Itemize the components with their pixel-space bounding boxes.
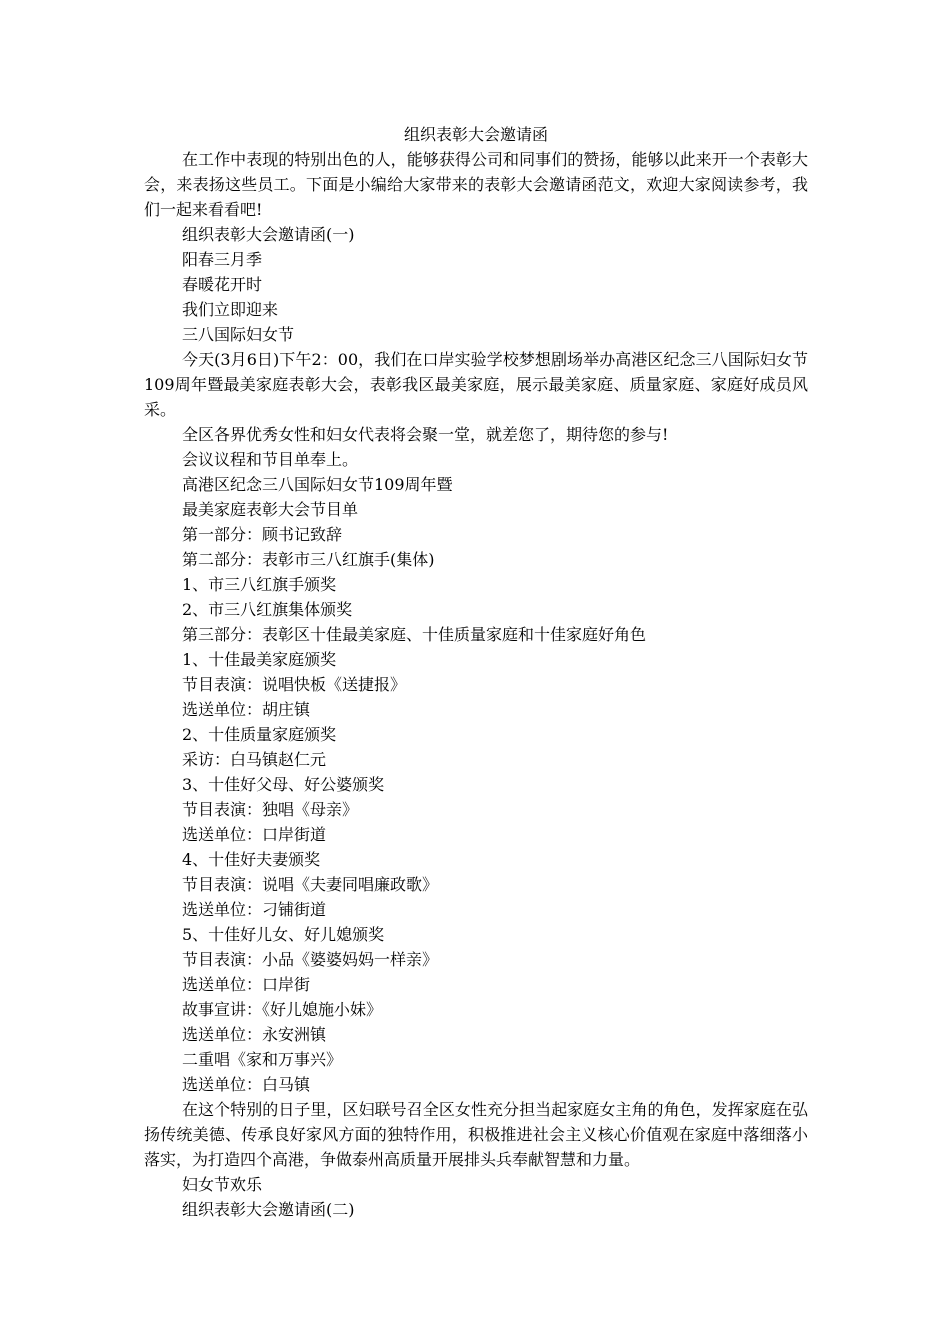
program-item: 选送单位：口岸街 — [182, 975, 311, 994]
program-item: 第一部分：顾书记致辞 — [182, 525, 343, 544]
program-item: 选送单位：永安洲镇 — [182, 1025, 327, 1044]
program-item: 选送单位：刁铺街道 — [182, 900, 327, 919]
poem-line: 三八国际妇女节 — [182, 325, 295, 344]
agenda-intro: 会议议程和节目单奉上。 — [182, 450, 359, 469]
program-item: 5、十佳好儿女、好儿媳颁奖 — [182, 925, 385, 944]
document-body — [144, 122, 808, 1222]
program-item: 选送单位：白马镇 — [182, 1075, 311, 1094]
closing-paragraph: 在这个特别的日子里，区妇联号召全区女性充分担当起家庭女主角的角色，发挥家庭在弘扬传统美德、传承良好家风方面的独特作用，积极推进社会主义核心价值观在家庭中落细落小落实，为打造四个高港，争做泰州高质量开展排头兵奉献智慧和力量。 — [144, 1100, 808, 1169]
section-heading-1: 组织表彰大会邀请函(一) — [182, 225, 355, 244]
section-heading-2: 组织表彰大会邀请函(二) — [182, 1200, 355, 1219]
program-item: 4、十佳好夫妻颁奖 — [182, 850, 321, 869]
program-item: 二重唱《家和万事兴》 — [182, 1050, 343, 1069]
poem-line: 我们立即迎来 — [182, 300, 279, 319]
poem-line: 春暖花开时 — [182, 275, 263, 294]
document-title: 组织表彰大会邀请函 — [403, 125, 548, 144]
program-item: 节目表演：说唱快板《送捷报》 — [182, 675, 407, 694]
program-item: 选送单位：胡庄镇 — [182, 700, 311, 719]
program-title-line: 最美家庭表彰大会节目单 — [182, 500, 359, 519]
poem-line: 阳春三月季 — [182, 250, 263, 269]
intro-paragraph: 在工作中表现的特别出色的人，能够获得公司和同事们的赞扬，能够以此来开一个表彰大会，来表扬这些员工。下面是小编给大家带来的表彰大会邀请函范文，欢迎大家阅读参考，我们一起来看看吧! — [144, 150, 808, 219]
program-item: 节目表演：小品《婆婆妈妈一样亲》 — [182, 950, 439, 969]
program-item: 第三部分：表彰区十佳最美家庭、十佳质量家庭和十佳家庭好角色 — [182, 625, 647, 644]
program-item: 2、市三八红旗集体颁奖 — [182, 600, 353, 619]
program-item: 节目表演：说唱《夫妻同唱廉政歌》 — [182, 875, 439, 894]
program-item: 采访：白马镇赵仁元 — [182, 750, 327, 769]
program-item: 3、十佳好父母、好公婆颁奖 — [182, 775, 385, 794]
program-item: 故事宣讲：《好儿媳施小妹》 — [182, 1000, 383, 1019]
greeting-line: 妇女节欢乐 — [182, 1175, 263, 1194]
program-item: 2、十佳质量家庭颁奖 — [182, 725, 337, 744]
program-item: 1、市三八红旗手颁奖 — [182, 575, 337, 594]
program-item: 第二部分：表彰市三八红旗手(集体) — [182, 550, 435, 569]
program-item: 节目表演：独唱《母亲》 — [182, 800, 359, 819]
program-item: 选送单位：口岸街道 — [182, 825, 327, 844]
event-paragraph: 今天(3月6日)下午2：00，我们在口岸实验学校梦想剧场举办高港区纪念三八国际妇女节109周年暨最美家庭表彰大会，表彰我区最美家庭，展示最美家庭、质量家庭、家庭好成员风采。 — [144, 350, 808, 419]
program-item: 1、十佳最美家庭颁奖 — [182, 650, 337, 669]
invitation-paragraph: 全区各界优秀女性和妇女代表将会聚一堂，就差您了，期待您的参与! — [182, 425, 669, 444]
program-title-line: 高港区纪念三八国际妇女节109周年暨 — [182, 475, 453, 494]
